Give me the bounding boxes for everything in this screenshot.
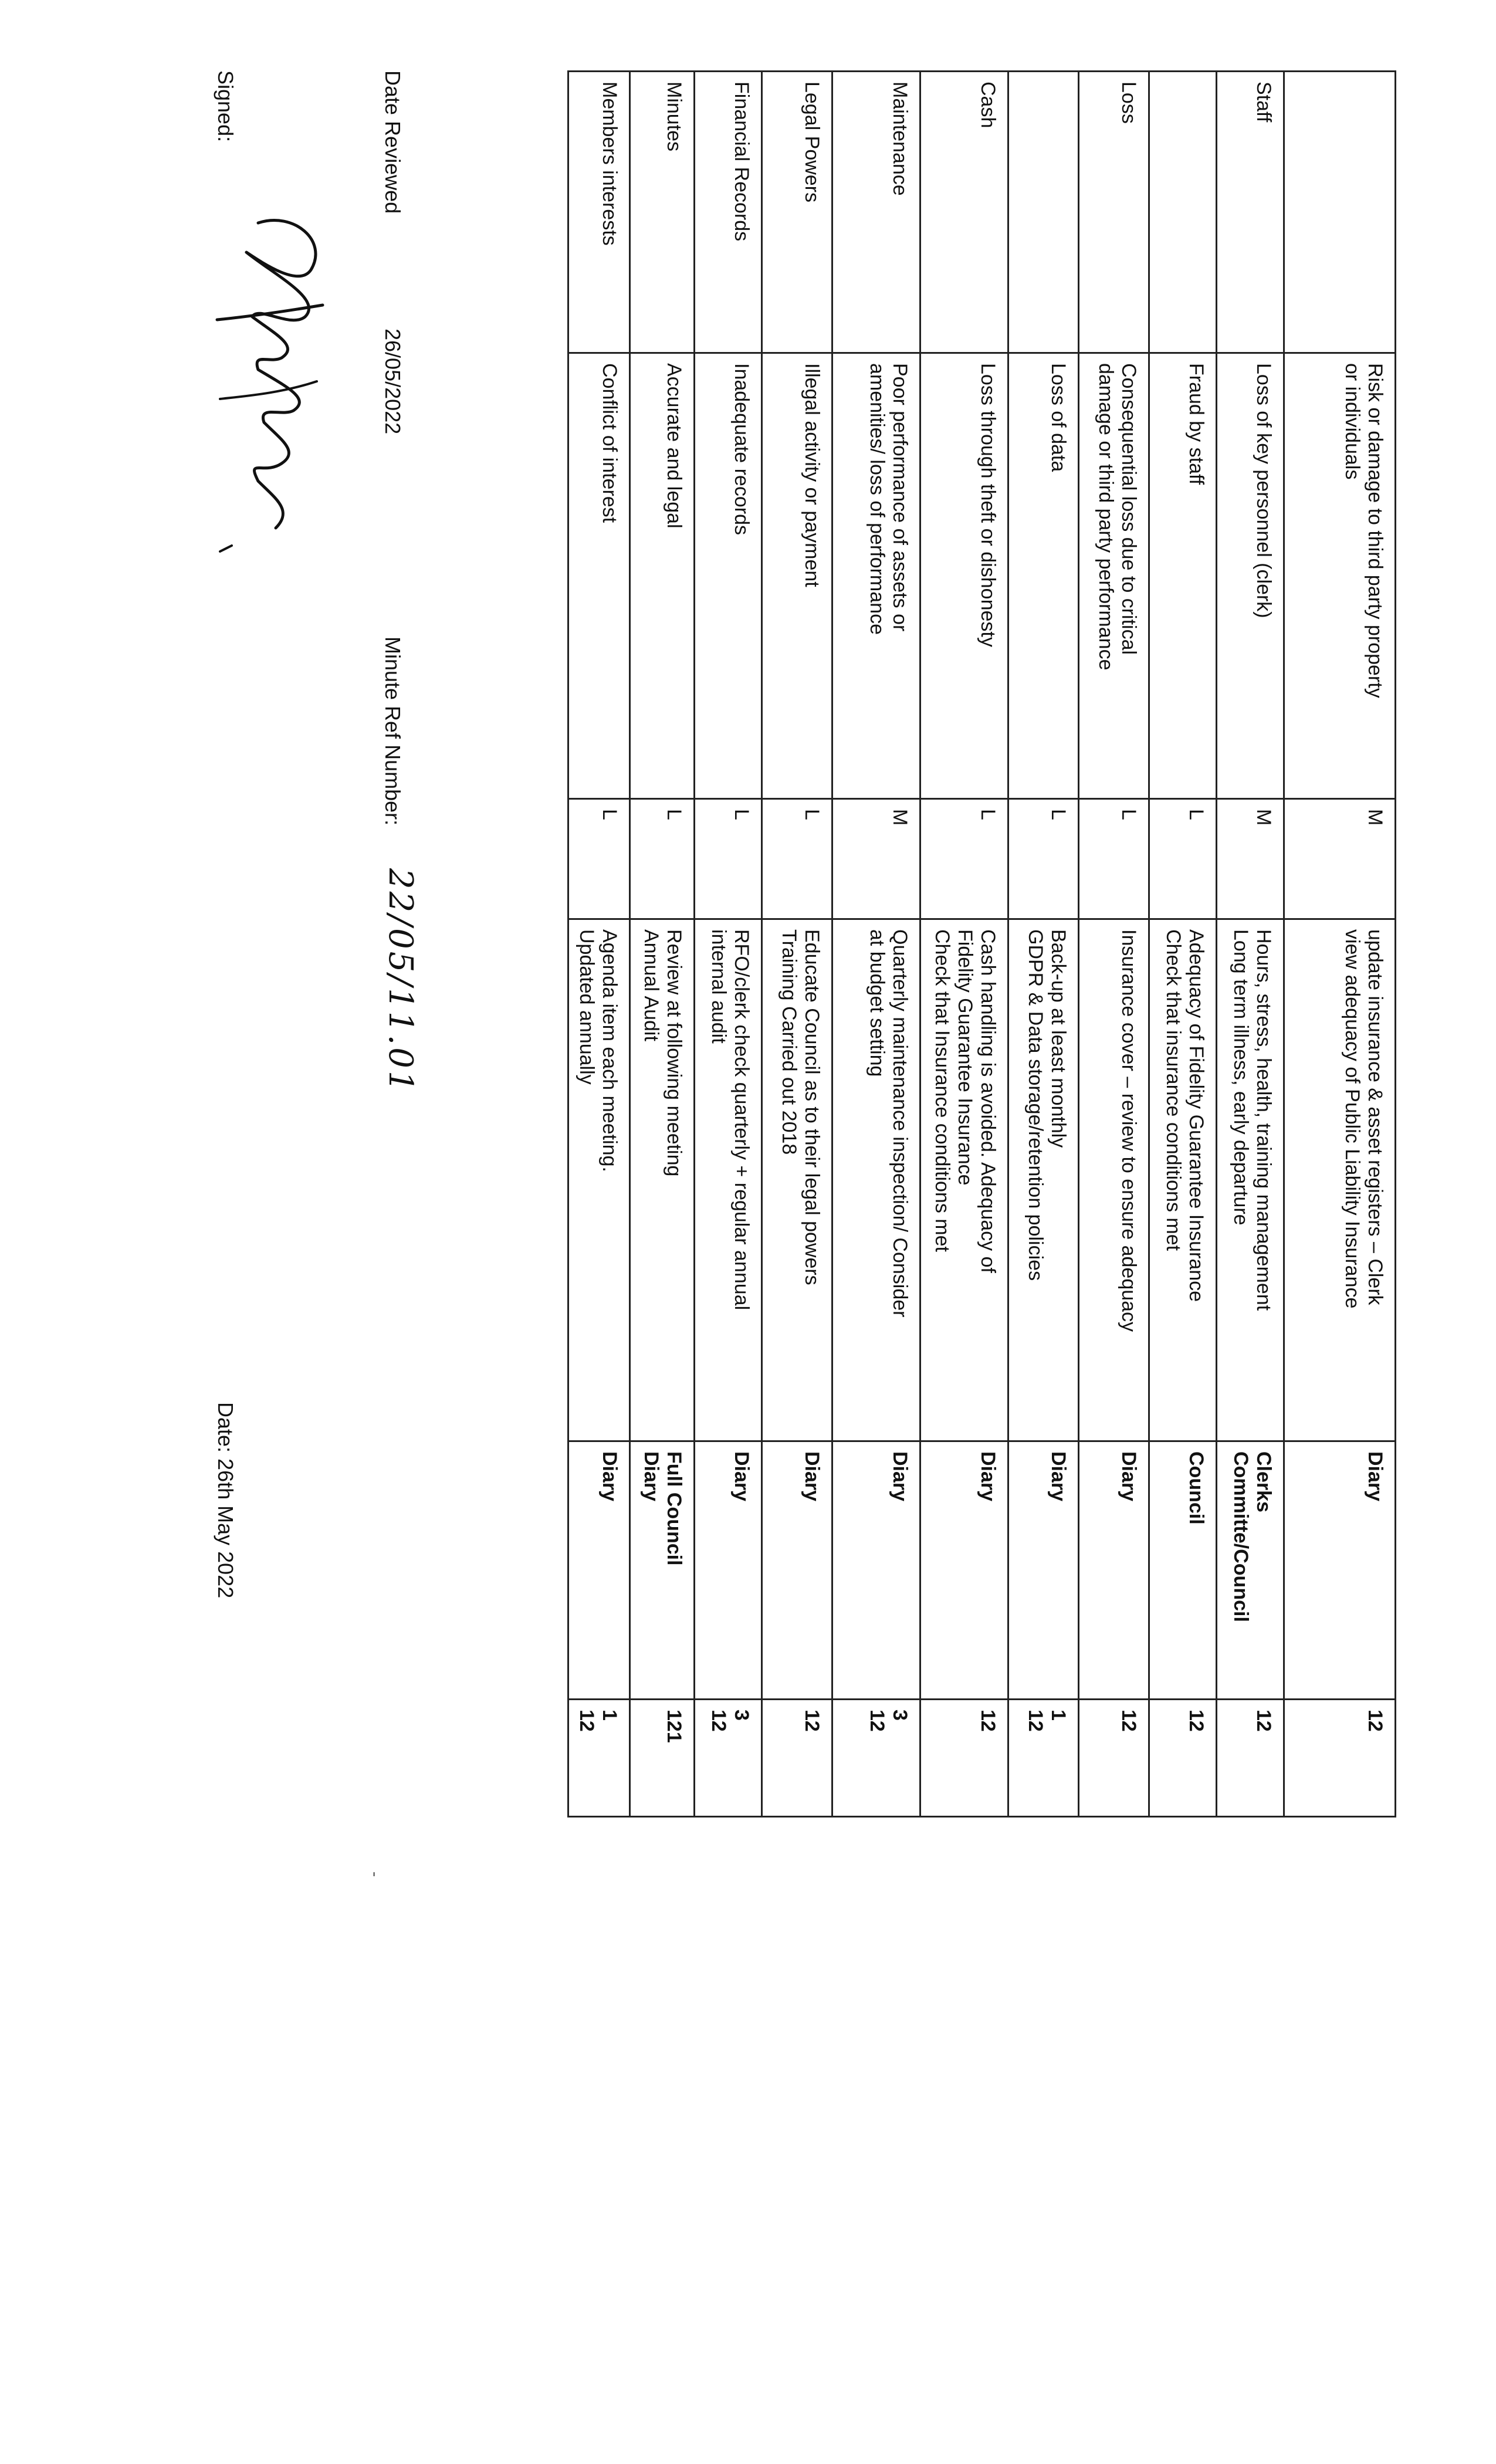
control-cell-line: Quarterly maintenance inspection/ Consider [889,929,911,1318]
area-cell [1008,72,1079,353]
control-cell-line: Updated annually [576,929,598,1085]
review-cell-line: 12 [866,1710,889,1732]
risk-cell [1217,353,1284,799]
risk-cell [695,353,762,799]
responsible-cell [1149,1441,1217,1700]
signed-date [213,1402,238,1598]
review-cell [1217,1700,1284,1817]
control-cell-line: Fidelity Guarantee Insurance [954,929,977,1186]
review-cell [1079,1700,1149,1817]
signed-label: Signed: [214,70,238,143]
control-cell-line: Back-up at least monthly [1047,929,1069,1148]
control-cell [568,919,630,1441]
review-cell-line: 12 [576,1710,598,1732]
responsible-cell [1079,1441,1149,1700]
risk-cell [1008,353,1079,799]
control-cell [630,919,695,1441]
area-cell: Staff [1217,72,1284,353]
review-cell-line: 1 [1047,1710,1069,1721]
review-cell-line: 12 [977,1710,999,1732]
table-row [1149,72,1217,1817]
control-cell-line: internal audit [708,929,730,1044]
table-row [762,72,832,1817]
control-cell [1008,919,1079,1441]
control-cell-line: Check that Insurance conditions met [931,929,954,1252]
level-cell: L [1008,799,1079,919]
table-row [1079,72,1149,1817]
area-cell: Financial Records [695,72,762,353]
area-cell [1284,72,1396,353]
level-cell: M [832,799,920,919]
control-cell-line: at budget setting [866,929,889,1077]
review-cell-line: 121 [663,1710,685,1743]
control-cell-line: Educate Council as to their legal powers [801,929,823,1285]
risk-cell-line: amenities/ loss of performance [866,363,889,635]
responsible-cell-line: Diary [640,1451,663,1502]
review-cell [832,1700,920,1817]
control-cell-line: Adequacy of Fidelity Guarantee Insurance [1185,929,1207,1302]
control-cell [695,919,762,1441]
level-cell: L [630,799,695,919]
control-cell-line: Long term illness, early departure [1230,929,1253,1226]
responsible-cell [1008,1441,1079,1700]
control-cell-line: view adequacy of Public Liability Insurance [1341,929,1364,1309]
risk-cell-line: Fraud by staff [1185,363,1207,485]
table-row [920,72,1008,1817]
responsible-cell [762,1441,832,1700]
review-cell [1149,1700,1217,1817]
risk-cell-line: damage or third party performance [1095,363,1118,671]
table-row [630,72,695,1817]
responsible-cell [920,1441,1008,1700]
risk-cell [920,353,1008,799]
control-cell [920,919,1008,1441]
risk-cell [832,353,920,799]
risk-cell-line: Loss through theft or dishonesty [977,363,999,647]
level-cell: L [1149,799,1217,919]
area-cell: Loss [1079,72,1149,353]
responsible-cell [832,1441,920,1700]
responsible-cell [1217,1441,1284,1700]
responsible-cell [568,1441,630,1700]
responsible-cell-line: Diary [598,1451,621,1502]
control-cell-line: Agenda item each meeting. [598,929,621,1172]
review-cell [1284,1700,1396,1817]
risk-cell [568,353,630,799]
review-cell [630,1700,695,1817]
scan-mark: - [366,1871,384,1877]
risk-cell-line: Inadequate records [730,363,753,535]
risk-cell-line: Risk or damage to third party property [1364,363,1386,698]
review-cell [762,1700,832,1817]
risk-cell-line: Loss of key personnel (clerk) [1253,363,1275,618]
responsible-cell-line: Diary [1047,1451,1069,1502]
table-row [695,72,762,1817]
responsible-cell-line: Full Council [663,1451,685,1566]
risk-cell-line: or individuals [1341,363,1364,480]
control-cell-line: RFO/clerk check quarterly + regular annual [730,929,753,1311]
signature-icon [205,199,346,563]
control-cell [832,919,920,1441]
risk-cell-line: Illegal activity or payment [801,363,823,587]
review-cell-line: 3 [730,1710,753,1721]
area-cell: Minutes [630,72,695,353]
review-cell-line: 12 [801,1710,823,1732]
area-cell: Maintenance [832,72,920,353]
responsible-cell-line: Diary [889,1451,911,1502]
control-cell-line: Review at following meeting [663,929,685,1177]
review-cell [920,1700,1008,1817]
risk-cell [762,353,832,799]
control-cell-line: Hours, stress, health, training management [1253,929,1275,1311]
area-cell: Cash [920,72,1008,353]
review-cell-line: 12 [708,1710,730,1732]
risk-cell-line: Accurate and legal [663,363,685,529]
review-cell-line: 1 [598,1710,621,1721]
control-cell-line: update insurance & asset registers – Clerk [1364,929,1386,1305]
review-cell-line: 12 [1253,1710,1275,1732]
area-cell: Legal Powers [762,72,832,353]
control-cell-line: Insurance cover – review to ensure adequacy [1118,929,1140,1332]
control-cell-line: Annual Audit [640,929,663,1041]
control-cell-line: Cash handling is avoided. Adequacy of [977,929,999,1273]
risk-cell [1149,353,1217,799]
signed-date-text: Date: 26th May 2022 [214,1402,238,1599]
control-cell [1079,919,1149,1441]
review-cell-line: 12 [1364,1710,1386,1732]
responsible-cell [695,1441,762,1700]
control-cell [1284,919,1396,1441]
risk-cell-line: Poor performance of assets or [889,363,911,632]
risk-cell [1284,353,1396,799]
table-row [1008,72,1079,1817]
control-cell [1217,919,1284,1441]
control-cell-line: Check that insurance conditions met [1162,929,1185,1251]
level-cell: L [920,799,1008,919]
responsible-cell-line: Committe/Council [1230,1451,1253,1622]
review-cell [568,1700,630,1817]
responsible-cell-line: Council [1185,1451,1207,1525]
review-cell [1008,1700,1079,1817]
review-cell-line: 3 [889,1710,911,1721]
control-cell-line: GDPR & Data storage/retention policies [1024,929,1047,1281]
risk-cell [1079,353,1149,799]
responsible-cell-line: Diary [977,1451,999,1502]
responsible-cell-line: Clerks [1253,1451,1275,1512]
level-cell: L [695,799,762,919]
responsible-cell-line: Diary [801,1451,823,1502]
table-row [1217,72,1284,1817]
date-reviewed-value: 26/05/2022 [381,329,405,435]
table-row [568,72,630,1817]
risk-cell-line: Loss of data [1047,363,1069,472]
area-cell [1149,72,1217,353]
table-row [1284,72,1396,1817]
date-reviewed-label: Date Reviewed [381,70,405,214]
control-cell-line: Training Carried out 2018 [778,929,801,1155]
responsible-cell-line: Diary [730,1451,753,1502]
table-row [832,72,920,1817]
level-cell: L [568,799,630,919]
level-cell: L [762,799,832,919]
responsible-cell-line: Diary [1364,1451,1386,1502]
risk-cell-line: Conflict of interest [598,363,621,523]
risk-cell-line: Consequential loss due to critical [1118,363,1140,655]
review-cell [695,1700,762,1817]
risk-assessment-table [567,70,1396,1817]
review-cell-line: 12 [1118,1710,1140,1732]
responsible-cell-line: Diary [1118,1451,1140,1502]
minute-ref-handwritten-value: 22/05/11.01 [381,868,419,1094]
control-cell [762,919,832,1441]
risk-cell [630,353,695,799]
review-cell-line: 12 [1024,1710,1047,1732]
responsible-cell [1284,1441,1396,1700]
review-cell-line: 12 [1185,1710,1207,1732]
area-cell: Members interests [568,72,630,353]
level-cell: M [1284,799,1396,919]
level-cell: M [1217,799,1284,919]
level-cell: L [1079,799,1149,919]
control-cell [1149,919,1217,1441]
responsible-cell [630,1441,695,1700]
minute-ref-label: Minute Ref Number: [381,637,405,826]
